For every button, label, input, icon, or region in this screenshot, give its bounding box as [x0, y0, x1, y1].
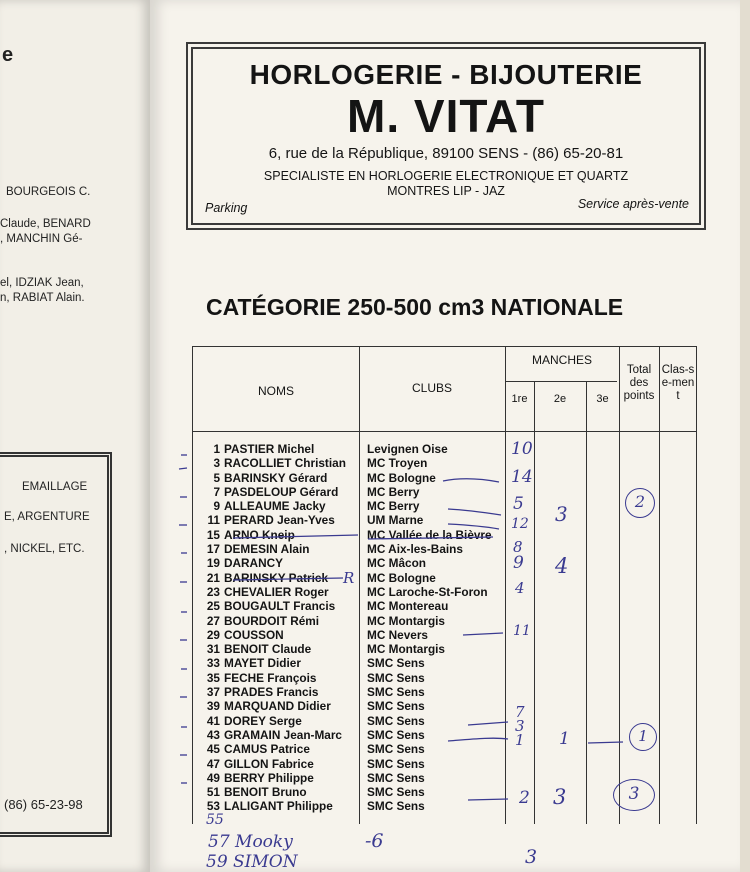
rider-number: 39 — [206, 699, 220, 714]
handwritten-line — [443, 479, 499, 482]
left-page-text-fragment: , MANCHIN Gé- — [0, 233, 83, 245]
rider-club: MC Montargis — [367, 642, 445, 657]
rider-number: 53 — [206, 799, 220, 814]
rider-name: BENOIT Bruno — [224, 785, 307, 800]
rider-name: PRADES Francis — [224, 685, 319, 700]
rider-name: BENOIT Claude — [224, 642, 312, 657]
handwritten-line — [448, 738, 508, 741]
handwritten-circled-total: 2 — [625, 488, 655, 518]
rider-name: PASTIER Michel — [224, 442, 315, 456]
rider-club: SMC Sens — [367, 670, 425, 685]
header-manche3: 3e — [596, 393, 609, 405]
rider-number: 23 — [206, 584, 220, 599]
rider-name: MARQUAND Didier — [224, 699, 331, 714]
rider-name: BOURDOIT Rémi — [224, 613, 320, 628]
rider-name: ARNO Kneip — [224, 527, 295, 542]
rider-name: COUSSON — [224, 627, 284, 642]
advert-title: HORLOGERIE - BIJOUTERIE — [249, 59, 643, 90]
rider-name: CAMUS Patrice — [224, 742, 310, 757]
left-page-box-fragment: EMAILLAGE — [22, 481, 88, 493]
rider-club: SMC Sens — [367, 799, 425, 814]
advert-parking: Parking — [205, 201, 248, 215]
rider-club: MC Montargis — [367, 613, 445, 628]
header-total: Total des points — [623, 364, 655, 402]
rider-number: 11 — [207, 513, 220, 528]
handwritten-line — [468, 722, 508, 725]
rider-club: MC Nevers — [367, 627, 428, 642]
rider-club: SMC Sens — [367, 785, 425, 800]
rider-club: Levignen Oise — [367, 442, 448, 456]
advert-address: 6, rue de la République, 89100 SENS - (86) 65-20-81 — [268, 145, 624, 162]
rider-number: 29 — [206, 627, 220, 642]
handwritten-score: 8 — [513, 538, 523, 556]
handwritten-line — [448, 509, 501, 515]
rider-name: BOUGAULT Francis — [224, 599, 336, 614]
left-page-text-fragment: n, RABIAT Alain. — [0, 292, 85, 304]
handwritten-score: 1 — [559, 729, 570, 749]
left-page-text-fragment: Claude, BENARD — [0, 218, 91, 230]
rider-club: SMC Sens — [367, 699, 425, 714]
advert-speciality-line2: MONTRES LIP - JAZ — [387, 184, 505, 198]
handwritten-score: 12 — [511, 516, 529, 532]
header-manche2: 2e — [553, 393, 567, 405]
handwritten-score: 3 — [515, 717, 525, 735]
rider-name: MAYET Didier — [224, 656, 301, 671]
rider-number: 3 — [213, 456, 220, 471]
rider-name: GRAMAIN Jean-Marc — [224, 727, 342, 742]
left-page-text-fragment: BOURGEOIS C. — [6, 186, 91, 198]
rider-club: SMC Sens — [367, 685, 425, 700]
rider-name: FECHE François — [224, 670, 317, 685]
rider-name: DARANCY — [224, 556, 283, 571]
handwritten-strokes — [193, 347, 698, 825]
handwritten-extra-score: -6 — [365, 830, 384, 852]
advert-box — [186, 42, 706, 230]
handwritten-circled-total: 1 — [629, 723, 657, 751]
rider-club: SMC Sens — [367, 727, 425, 742]
results-table — [192, 346, 697, 824]
handwritten-score: 1 — [515, 731, 525, 749]
handwritten-line — [468, 799, 508, 800]
rider-club: MC Aix-les-Bains — [367, 542, 463, 557]
rider-number: 7 — [213, 484, 220, 499]
handwritten-score: 3 — [553, 785, 567, 809]
rider-number: 19 — [206, 556, 220, 571]
handwritten-extra-entry: 57 Mooky — [208, 832, 293, 852]
header-manche1: 1re — [511, 393, 528, 405]
rider-club: SMC Sens — [367, 742, 425, 757]
strike-through-club — [368, 537, 493, 539]
handwritten-score: 4 — [555, 554, 569, 578]
left-page-text-fragment: el, IDZIAK Jean, — [0, 277, 84, 289]
tick-mark — [179, 468, 187, 469]
rider-club: SMC Sens — [367, 656, 425, 671]
handwritten-line — [588, 742, 623, 743]
strike-through-barinsky — [233, 578, 343, 580]
rider-club: MC Vallée de la Bièvre — [367, 527, 492, 542]
rider-club: SMC Sens — [367, 756, 425, 771]
handwritten-extra-score: 3 — [525, 846, 538, 868]
handwritten-extra-entry: 59 SIMON — [206, 852, 298, 872]
rider-club: MC Berry — [367, 484, 420, 499]
advert-service: Service après-vente — [577, 197, 689, 211]
handwritten-line — [448, 524, 499, 529]
advert-speciality-line1: SPECIALISTE EN HORLOGERIE ELECTRONIQUE ET QUARTZ — [263, 169, 629, 183]
left-page-box-fragment: , NICKEL, ETC. — [4, 543, 85, 555]
rider-name: ALLEAUME Jacky — [224, 499, 326, 514]
rider-name: PERARD Jean-Yves — [224, 513, 335, 528]
advert-name: M. VITAT — [347, 90, 545, 142]
rider-club: MC Bologne — [367, 470, 436, 485]
rider-number: 27 — [206, 613, 220, 628]
rider-number: 25 — [206, 599, 220, 614]
rider-name: GILLON Fabrice — [224, 756, 314, 771]
rider-number: 17 — [206, 542, 220, 557]
left-page-header-fragment: e — [2, 44, 14, 66]
handwritten-score: 4 — [515, 579, 525, 597]
handwritten-circled-total: 3 — [613, 779, 655, 811]
advert-speciality — [193, 169, 699, 199]
rider-number: 45 — [206, 742, 220, 757]
rider-name: DEMESIN Alain — [224, 542, 310, 557]
rider-name: DOREY Serge — [224, 713, 302, 728]
rider-club: UM Marne — [367, 513, 424, 528]
header-manches: MANCHES — [531, 353, 592, 367]
rider-number: 37 — [206, 685, 220, 700]
rider-number: 47 — [206, 756, 220, 771]
rider-club: SMC Sens — [367, 713, 425, 728]
rider-name: BARINSKY Patrick — [224, 570, 329, 585]
left-page-advert-box — [0, 452, 112, 837]
rider-number: 49 — [206, 770, 220, 785]
left-page — [0, 0, 150, 872]
rider-number: 35 — [206, 670, 220, 685]
handwritten-score: 3 — [555, 502, 568, 526]
left-page-box-fragment: E, ARGENTURE — [4, 511, 90, 523]
rider-name: CHEVALIER Roger — [224, 584, 329, 599]
rider-number: 41 — [206, 713, 220, 728]
rider-name: LALIGANT Philippe — [224, 799, 333, 814]
handwritten-score: 14 — [511, 467, 533, 487]
rider-name: RACOLLIET Christian — [224, 456, 346, 471]
rider-name: BERRY Philippe — [224, 770, 314, 785]
right-page — [150, 0, 740, 872]
handwritten-score: 11 — [513, 623, 531, 639]
rider-number: 33 — [206, 656, 220, 671]
header-classement: Clas-se-ment — [661, 364, 695, 402]
handwritten-score: 9 — [513, 553, 524, 573]
handwritten-mark: R — [343, 569, 355, 587]
rider-number: 1 — [213, 442, 220, 456]
handwritten-line — [463, 633, 503, 635]
rider-number: 31 — [206, 642, 220, 657]
handwritten-score: 7 — [515, 703, 525, 721]
rider-club: MC Troyen — [367, 456, 428, 471]
rider-name: PASDELOUP Gérard — [224, 484, 339, 499]
rider-number: 5 — [213, 470, 220, 485]
header-clubs: CLUBS — [411, 381, 452, 395]
handwritten-score: 5 — [513, 494, 524, 514]
handwritten-score: 2 — [519, 788, 530, 808]
rider-number: 51 — [206, 785, 220, 800]
rider-number: 21 — [206, 570, 220, 585]
handwritten-extra-number: 55 — [206, 812, 224, 828]
handwritten-score: 10 — [511, 439, 533, 459]
rider-club: SMC Sens — [367, 770, 425, 785]
rider-club: MC Berry — [367, 499, 420, 514]
rider-number: 15 — [206, 527, 220, 542]
header-noms: NOMS — [258, 384, 294, 398]
rider-name: BARINSKY Gérard — [224, 470, 328, 485]
rider-club: MC Bologne — [367, 570, 436, 585]
rider-club: MC Mâcon — [367, 556, 426, 571]
rider-number: 9 — [213, 499, 220, 514]
rider-club: MC Laroche-St-Foron — [367, 584, 488, 599]
left-page-box-fragment: (86) 65-23-98 — [4, 797, 83, 812]
rider-number: 43 — [206, 727, 220, 742]
strike-through-arno — [233, 535, 358, 538]
rider-club: MC Montereau — [367, 599, 449, 614]
category-title: CATÉGORIE 250-500 cm3 NATIONALE — [206, 294, 624, 320]
